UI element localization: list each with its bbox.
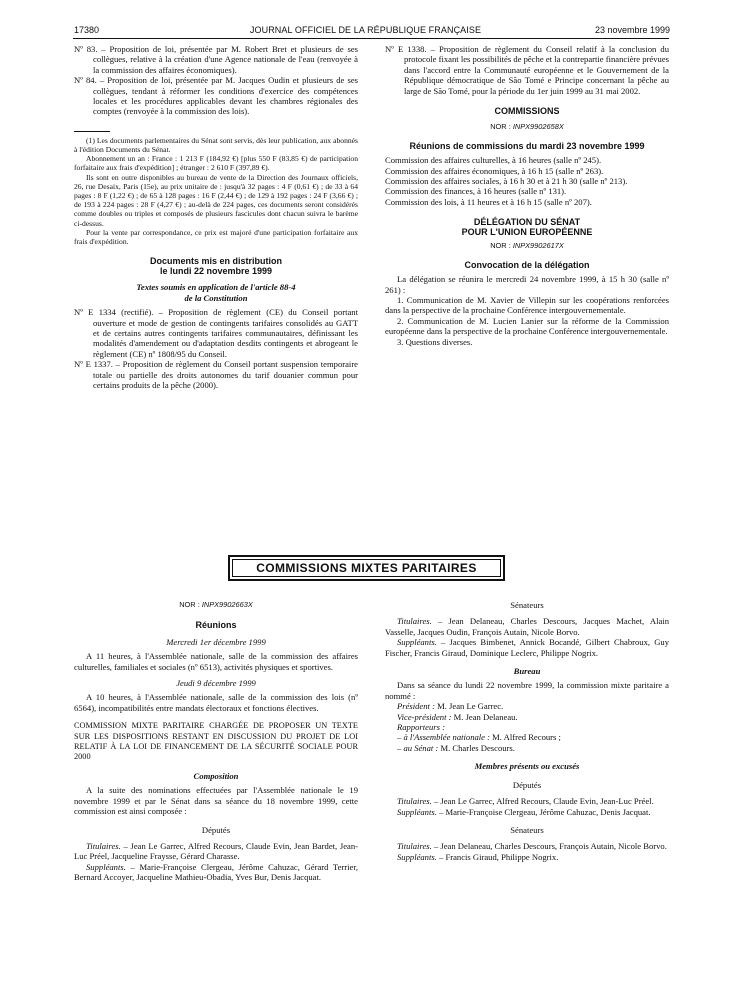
point-2: 2. Communication de M. Lucien Lanier sur la réforme de la Commission européenne dans la perspective de la prochaine Conférence intergouvernementale. [385,315,669,337]
item-84: Nº 84. – Proposition de loi, présentée par M. Jacques Oudin et plusieurs de ses collègues, tendant à réformer les conditions d'exercice des compétences locales et les procédures applicables devant les chambres régionales des comptes (renvoyée à la commission des lois). [74,75,358,117]
issue-date: 23 novembre 1999 [594,25,670,35]
column-1 [74,44,358,390]
membres-senateurs-title: Sénateurs [510,824,544,835]
membres-title: Membres présents ou excusés [474,761,580,772]
senateurs-suppleants: Suppléants. – Jacques Bimbenet, Annick Bocandé, Gilbert Chabroux, Guy Fischer, Francis Giraud, Dominique Leclerc, Philippe Nogrix. [385,637,669,658]
membres-senateurs-titulaires: Titulaires. – Jean Delaneau, Charles Descours, François Autain, Nicole Borvo. [397,841,667,852]
nor-3: NOR : INPX9902663X [179,600,253,609]
reunions-commissions-title: Réunions de commissions du mardi 23 novembre 1999 [409,140,645,151]
senateurs-titulaires: Titulaires. – Jean Delaneau, Charles Descours, Jacques Machet, Alain Vasselle, Jacques Oudin, François Autain, Nicole Borvo. [385,616,669,637]
reunions-title: Réunions [195,620,237,631]
deputes-titulaires: Titulaires. – Jean Le Garrec, Alfred Recours, Claude Evin, Jean Bardet, Jean-Luc Préel, Jacqueline Fraysse, Gérard Charasse. [74,840,358,862]
vice-president: Vice-président : M. Jean Delaneau. [397,711,518,722]
rapporteur-senat: – au Sénat : M. Charles Descours. [397,742,515,753]
cmp-title: COMMISSION MIXTE PARITAIRE CHARGÉE DE PROPOSER UN TEXTE SUR LES DISPOSITIONS RESTANT EN DISCUSSION DU PROJET DE LOI RELATIF À LA LOI DE FINANCEMENT DE LA SÉCURITÉ SOCIALE POUR 2000 [74,721,358,762]
textes-title-2: de la Constitution [184,292,248,303]
column-4 [385,600,669,862]
page-header [0,0,731,40]
reunion-economiques: Commission des affaires économiques, à 16 h 15 (salle nº 263). [385,165,604,176]
docs-title-1: Documents mis en distribution [149,256,282,267]
column-3 [74,600,358,883]
point-3: 3. Questions diverses. [397,336,473,347]
composition-title: Composition [193,770,239,781]
footnote: (1) Les documents parlementaires du Sénat sont servis, dès leur publication, aux abonnés à l'édition Documents du Sénat. Abonnement un an : France : 1 213 F (184,92 €) [plus 550 F (83,85 €) de participation forfaitaire aux frais d'expédition] ; étranger : 2 610 F (397,89 €). Ils sont en outre disponibles au bureau de vente de la Direction des Journaux officiels, 26, rue Desaix, Paris (15e), au prix unitaire de : jusqu'à 32 pages : 4 F (0,61 €) ; de 33 à 64 pages : 8 F (1,22 €) ; de 65 à 128 pages : 16 F (2,44 €) ; de 129 à 192 pages : 24 F (3,66 €) ; de 193 à 224 pages : 28 F (4,27 €) ; au-delà de 224 pages, ces documents seront considérés comme doubles ou triples et composés de plusieurs fascicules dont chacun suivra le barème ci-dessus. Pour la vente par correspondance, ce prix est majoré d'une participation forfaitaire aux frais d'expédition. [74,135,358,247]
footnote-rule [74,131,110,132]
deputes-suppleants: Suppléants. – Marie-Françoise Clergeau, Jérôme Cahuzac, Gérard Terrier, Bernard Accoyer, Jacqueline Mathieu-Obadia, Yves Bur, Denis Jacquat. [74,861,358,883]
membres-deputes-titulaires: Titulaires. – Jean Le Garrec, Alfred Recours, Claude Evin, Jean-Luc Préel. [397,796,654,807]
composition-text: A la suite des nominations effectuées par l'Assemblée nationale le 19 novembre 1999 et par le Sénat dans sa séance du 18 novembre 1999, cette commission est ainsi composée : [74,785,358,817]
delegation-title-2: POUR L'UNION EUROPÉENNE [461,227,593,238]
deputes-title: Députés [201,824,231,835]
bureau-title: Bureau [513,666,541,677]
item-e1337: Nº E 1337. – Proposition de règlement du Conseil portant suspension temporaire totale ou partielle des droits autonomes du tarif douanier commun pour certains produits de la pêche (2000). [74,359,358,390]
rapporteur-an: – à l'Assemblée nationale : M. Alfred Recours ; [397,732,561,743]
convocation-text: La délégation se réunira le mercredi 24 novembre 1999, à 15 h 30 (salle nº 261) : [385,274,669,295]
reunion-lois: Commission des lois, à 11 heures et à 16 h 15 (salle nº 207). [385,196,592,207]
membres-deputes-suppleants: Suppléants. – Marie-Françoise Clergeau, Jérôme Cahuzac, Denis Jacquat. [397,806,651,817]
reunion-finances: Commission des finances, à 16 heures (salle nº 131). [385,186,567,197]
page-number: 17380 [74,25,100,35]
senateurs-title: Sénateurs [510,600,544,610]
item-e1338: Nº E 1338. – Proposition de règlement du Conseil relatif à la conclusion du protocole fixant les possibilités de pêche et la contrepartie financière prévues dans l'accord entre la Communauté européenne et le Gouvernement de la République démocratique de São Tomé e Principe concernant la pêche au large de São Tomé, pour la période du 1er juin 1999 au 31 mai 2002. [385,44,669,96]
nor-2: NOR : INPX9902617X [490,241,564,251]
column-2 [385,44,669,347]
journal-title: JOURNAL OFFICIEL DE LA RÉPUBLIQUE FRANÇAISE [249,25,482,35]
item-83: Nº 83. – Proposition de loi, présentée par M. Robert Bret et plusieurs de ses collègues, relative à la création d'une Agence nationale de l'eau (renvoyée à la commission des affaires économiques). [74,44,358,75]
cmp-banner: COMMISSIONS MIXTES PARITAIRES [228,555,505,581]
textes-title-1: Textes soumis en application de l'article 88-4 [136,282,296,293]
docs-title-2: le lundi 22 novembre 1999 [159,266,273,277]
date-2: Jeudi 9 décembre 1999 [176,678,256,689]
item-e1334: Nº E 1334 (rectifié). – Proposition de règlement (CE) du Conseil portant ouverture et mode de gestion de contingents tarifaires consolidés au GATT et de certains autres contingents tarifaires communautaires, définissant les modalités d'amendement ou d'adaptation desdits contingents et abrogeant le règlement (CE) nº 1808/95 du Conseil. [74,307,358,359]
president: Président : M. Jean Le Garrec. [397,701,504,712]
nor-1: NOR : INPX9902658X [490,122,564,132]
commissions-title: COMMISSIONS [494,106,560,117]
date-1: Mercredi 1er décembre 1999 [166,636,266,647]
header-rule [73,38,669,39]
reunion-2: A 10 heures, à l'Assemblée nationale, salle de la commission des lois (nº 6564), incompatibilités entre mandats électoraux et fonctions électives. [74,692,358,713]
convocation-title: Convocation de la délégation [464,259,590,270]
reunion-sociales: Commission des affaires sociales, à 16 h 30 et à 21 h 30 (salle nº 213). [385,176,628,187]
membres-deputes-title: Députés [512,779,542,790]
point-1: 1. Communication de M. Xavier de Villepin sur les coopérations renforcées dans la perspective de la prochaine Conférence intergouvernementale. [385,294,669,316]
reunion-culturelles: Commission des affaires culturelles, à 16 heures (salle nº 245). [385,155,602,166]
bureau-text: Dans sa séance du lundi 22 novembre 1999, la commission mixte paritaire a nommé : [385,680,669,701]
membres-senateurs-suppleants: Suppléants. – Francis Giraud, Philippe Nogrix. [397,851,559,862]
delegation-title-1: DÉLÉGATION DU SÉNAT [473,217,581,228]
rapporteurs: Rapporteurs : [397,722,445,733]
reunion-1: A 11 heures, à l'Assemblée nationale, salle de la commission des affaires culturelles, familiales et sociales (nº 6513), activités physiques et sportives. [74,651,358,672]
